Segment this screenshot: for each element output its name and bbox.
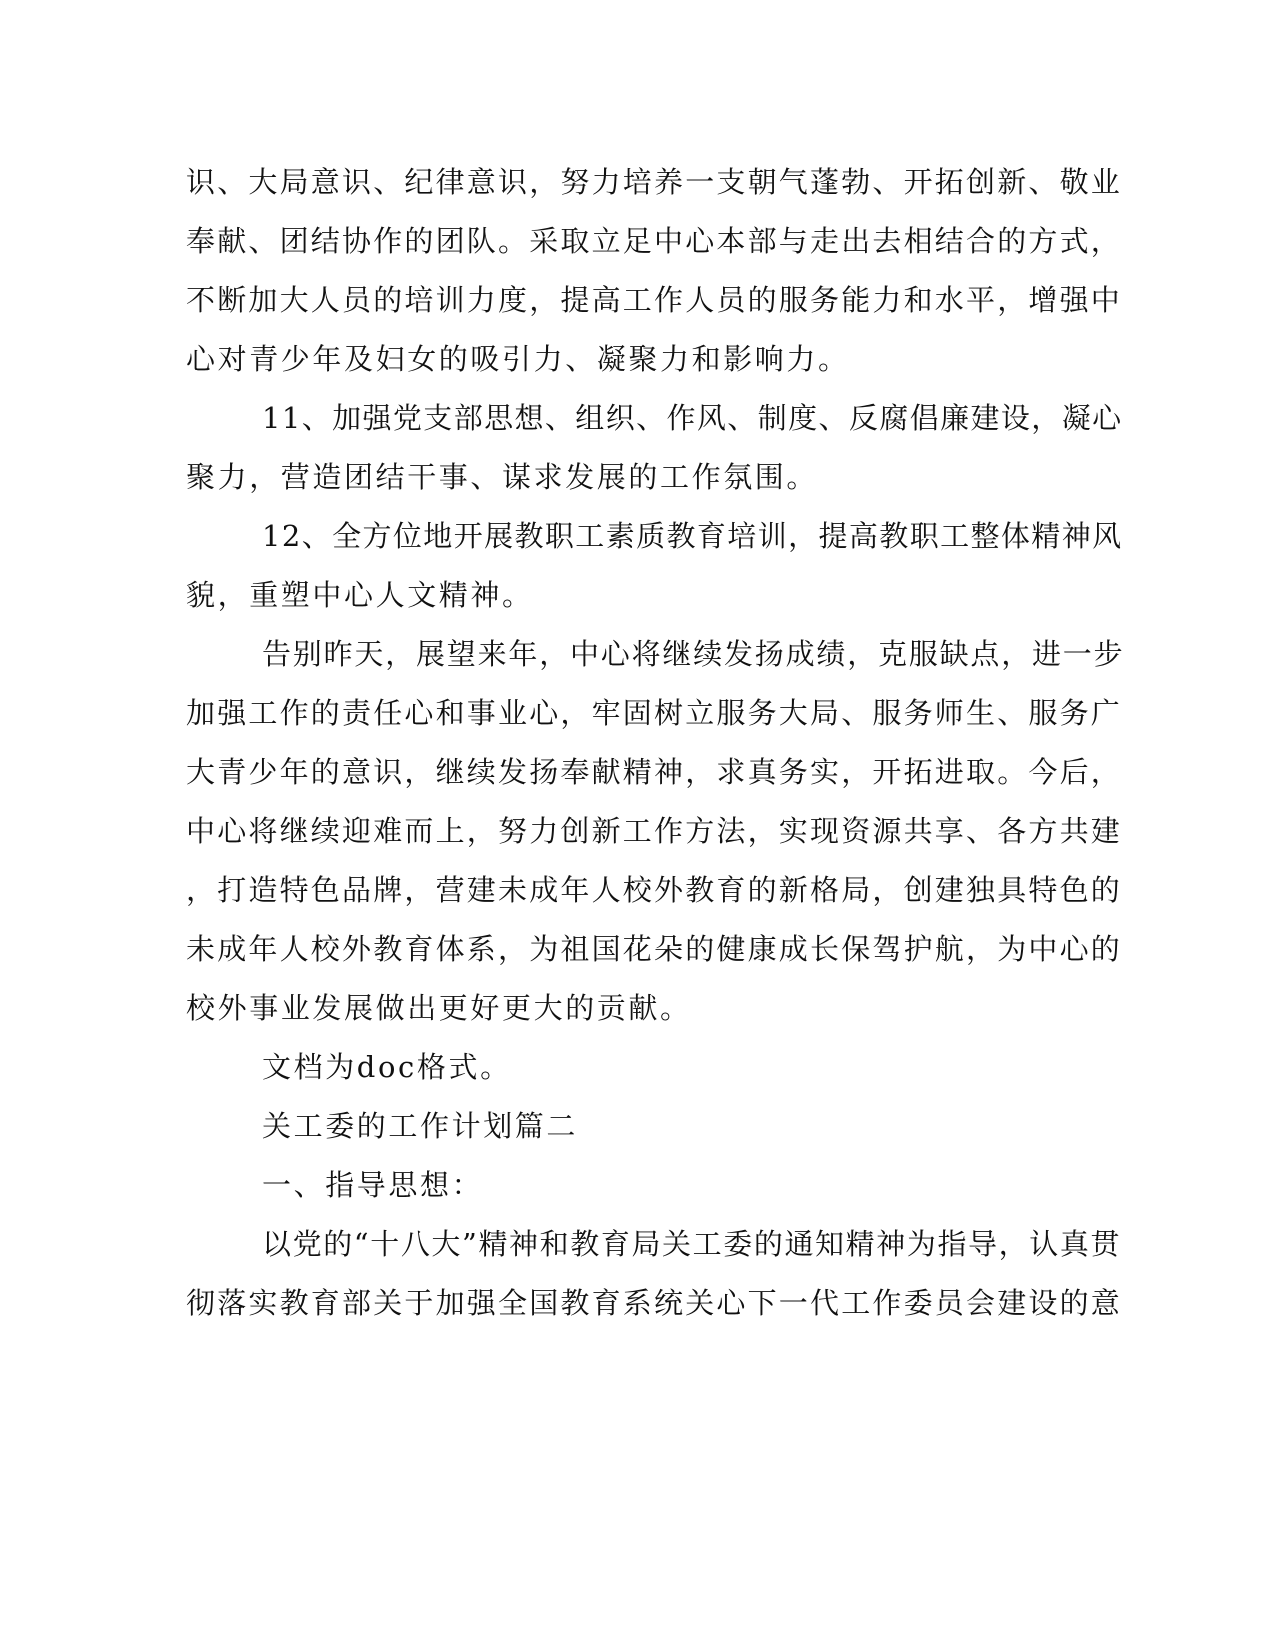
text-line: 关工委的工作计划篇二	[262, 1109, 579, 1143]
text-line: 告别昨天，展望来年，中心将继续发扬成绩，克服缺点，进一步	[262, 637, 1125, 671]
text-line: 彻落实教育部关于加强全国教育系统关心下一代工作委员会建设的意	[186, 1286, 1123, 1320]
text-line: 校外事业发展做出更好更大的贡献。	[186, 991, 692, 1025]
text-line: 貌，重塑中心人文精神。	[186, 578, 534, 612]
text-line: 识、大局意识、纪律意识，努力培养一支朝气蓬勃、开拓创新、敬业	[186, 165, 1123, 199]
text-line: 不断加大人员的培训力度，提高工作人员的服务能力和水平，增强中	[186, 283, 1123, 317]
text-line: 聚力，营造团结干事、谋求发展的工作氛围。	[186, 460, 819, 494]
text-line: 未成年人校外教育体系，为祖国花朵的健康成长保驾护航，为中心的	[186, 932, 1123, 966]
text-line: 一、指导思想：	[262, 1168, 484, 1202]
text-line: 以党的“十八大”精神和教育局关工委的通知精神为指导，认真贯	[262, 1227, 1122, 1261]
text-line: 11、加强党支部思想、组织、作风、制度、反腐倡廉建设，凝心	[262, 401, 1123, 435]
text-line: 12、全方位地开展教职工素质教育培训，提高教职工整体精神风	[262, 519, 1123, 553]
text-line: 加强工作的责任心和事业心，牢固树立服务大局、服务师生、服务广	[186, 696, 1123, 730]
text-line: 文档为doc格式。	[262, 1050, 512, 1084]
text-line: ，打造特色品牌，营建未成年人校外教育的新格局，创建独具特色的	[186, 873, 1123, 907]
text-line: 心对青少年及妇女的吸引力、凝聚力和影响力。	[186, 342, 850, 376]
text-line: 中心将继续迎难而上，努力创新工作方法，实现资源共享、各方共建	[186, 814, 1123, 848]
text-line: 大青少年的意识，继续发扬奉献精神，求真务实，开拓进取。今后，	[186, 755, 1123, 789]
text-line: 奉献、团结协作的团队。采取立足中心本部与走出去相结合的方式，	[186, 224, 1123, 258]
